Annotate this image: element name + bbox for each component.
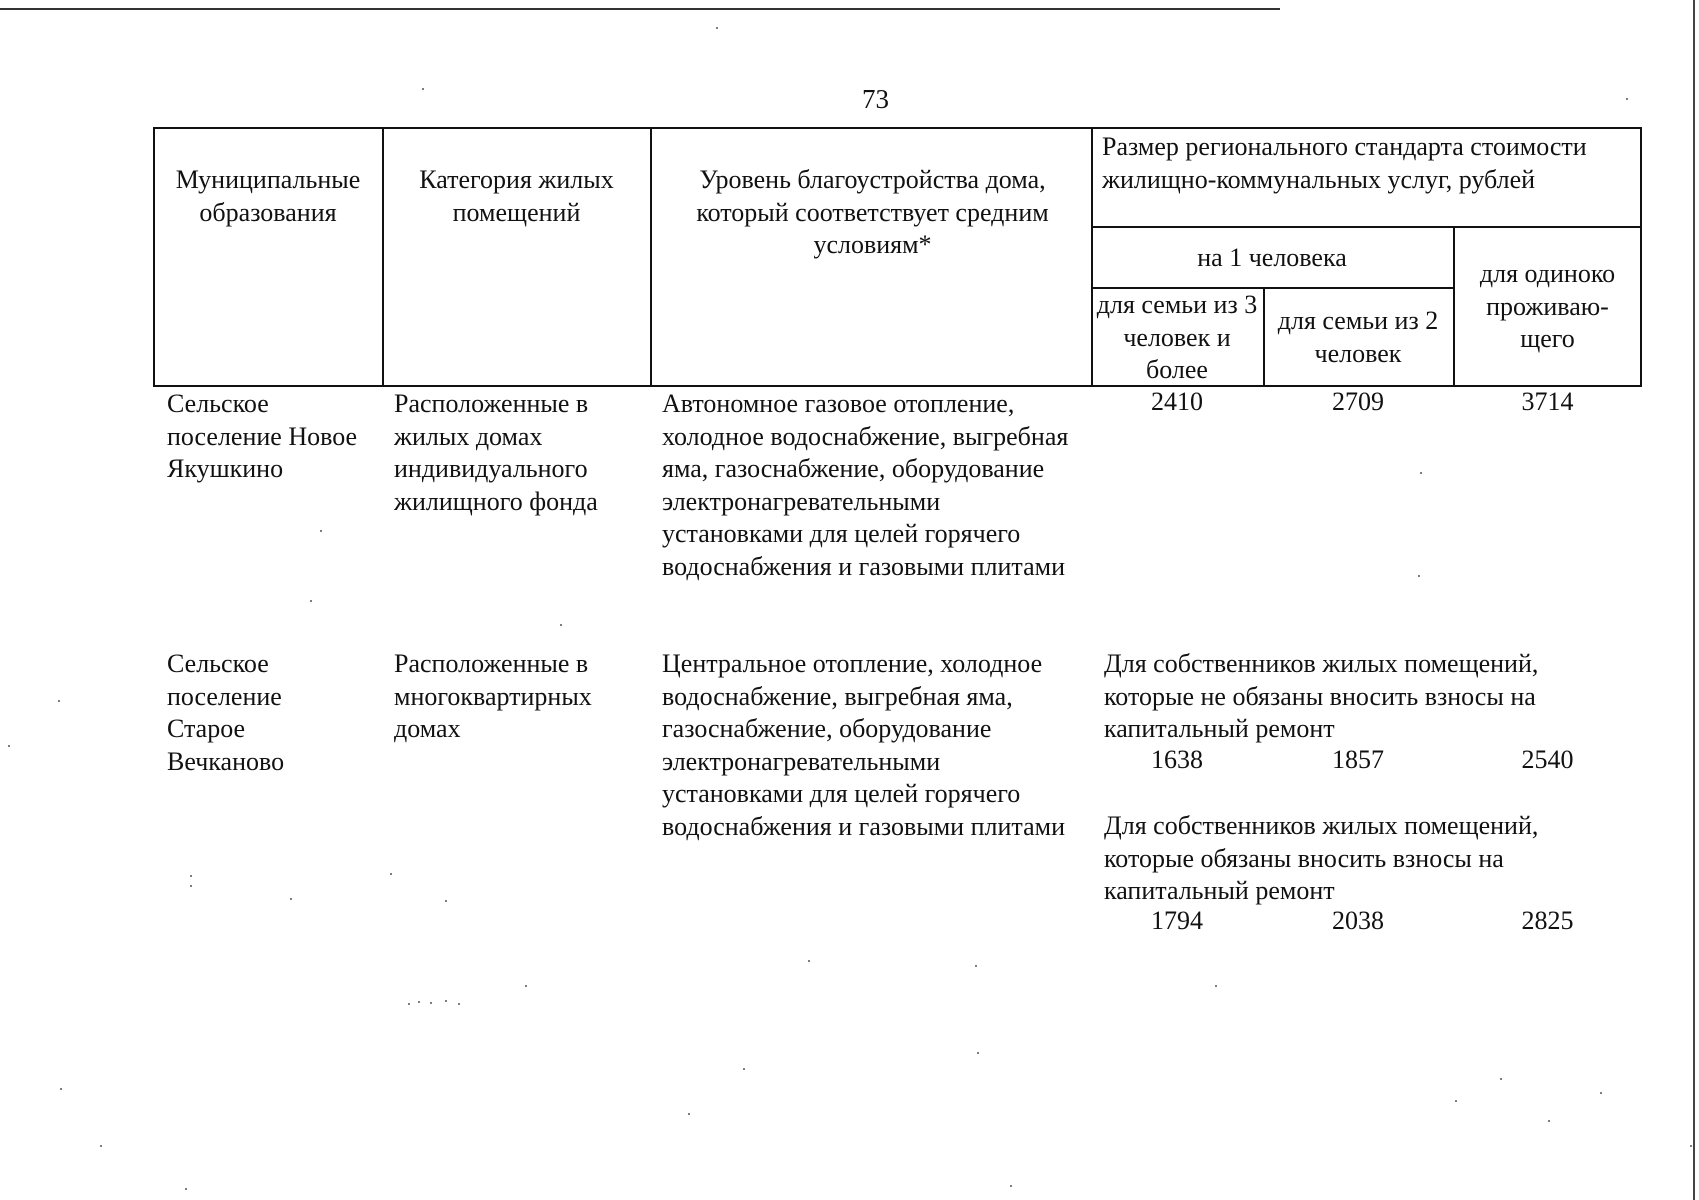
page-right-edge — [1693, 0, 1695, 1200]
row2-group1-single-value: 2540 — [1521, 745, 1574, 774]
page-number: 73 — [862, 84, 889, 114]
header-level: Уровень благоустройства дома, который соответствует средним условиям* — [696, 165, 1049, 259]
row2-group1-family3-value: 1638 — [1151, 745, 1203, 774]
header-family3: для семьи из 3 человек и более — [1096, 290, 1258, 384]
row1-level: Автономное газовое отопление, холодное водоснабжение, выгребная яма, газоснабжение, оборудование электронагревательными установками для целей горячего водоснабжения и газовыми плитами — [662, 389, 1069, 581]
header-municipal: Муниципальные образования — [175, 165, 361, 227]
row1-municipality: Сельское поселение Новое Якушкино — [167, 389, 358, 483]
page-top-rule — [0, 8, 1280, 10]
row2-group2-family2-value: 2038 — [1332, 906, 1384, 935]
row2-group2-family3-value: 1794 — [1151, 906, 1203, 935]
row1-category: Расположенные в жилых домах индивидуального жилищного фонда — [394, 389, 598, 516]
row1-family2-value: 2709 — [1332, 387, 1384, 416]
row2-group2-single-value: 2825 — [1521, 906, 1574, 935]
row2-category: Расположенные в многоквартирных домах — [394, 649, 592, 743]
header-category: Категория жилых помещений — [419, 165, 614, 227]
row2-group1-note: Для собственников жилых помещений, которые не обязаны вносить взносы на капитальный ремонт — [1104, 649, 1539, 743]
header-single: для одиноко проживаю-щего — [1479, 259, 1616, 353]
header-family2: для семьи из 2 человек — [1277, 306, 1439, 368]
row2-group1-family2-value: 1857 — [1332, 745, 1384, 774]
row1-single-value: 3714 — [1521, 387, 1574, 416]
row2-group2-note: Для собственников жилых помещений, которые обязаны вносить взносы на капитальный ремонт — [1104, 811, 1539, 905]
row2-level: Центральное отопление, холодное водоснабжение, выгребная яма, газоснабжение, оборудование электронагревательными установками для целей горячего водоснабжения и газовыми плитами — [662, 649, 1065, 841]
header-standard: Размер регионального стандарта стоимости жилищно-коммунальных услуг, рублей — [1102, 132, 1587, 194]
header-per-person: на 1 человека — [1197, 243, 1347, 272]
row1-family3-value: 2410 — [1151, 387, 1203, 416]
row2-municipality: Сельское поселение Старое Вечканово — [167, 649, 285, 776]
